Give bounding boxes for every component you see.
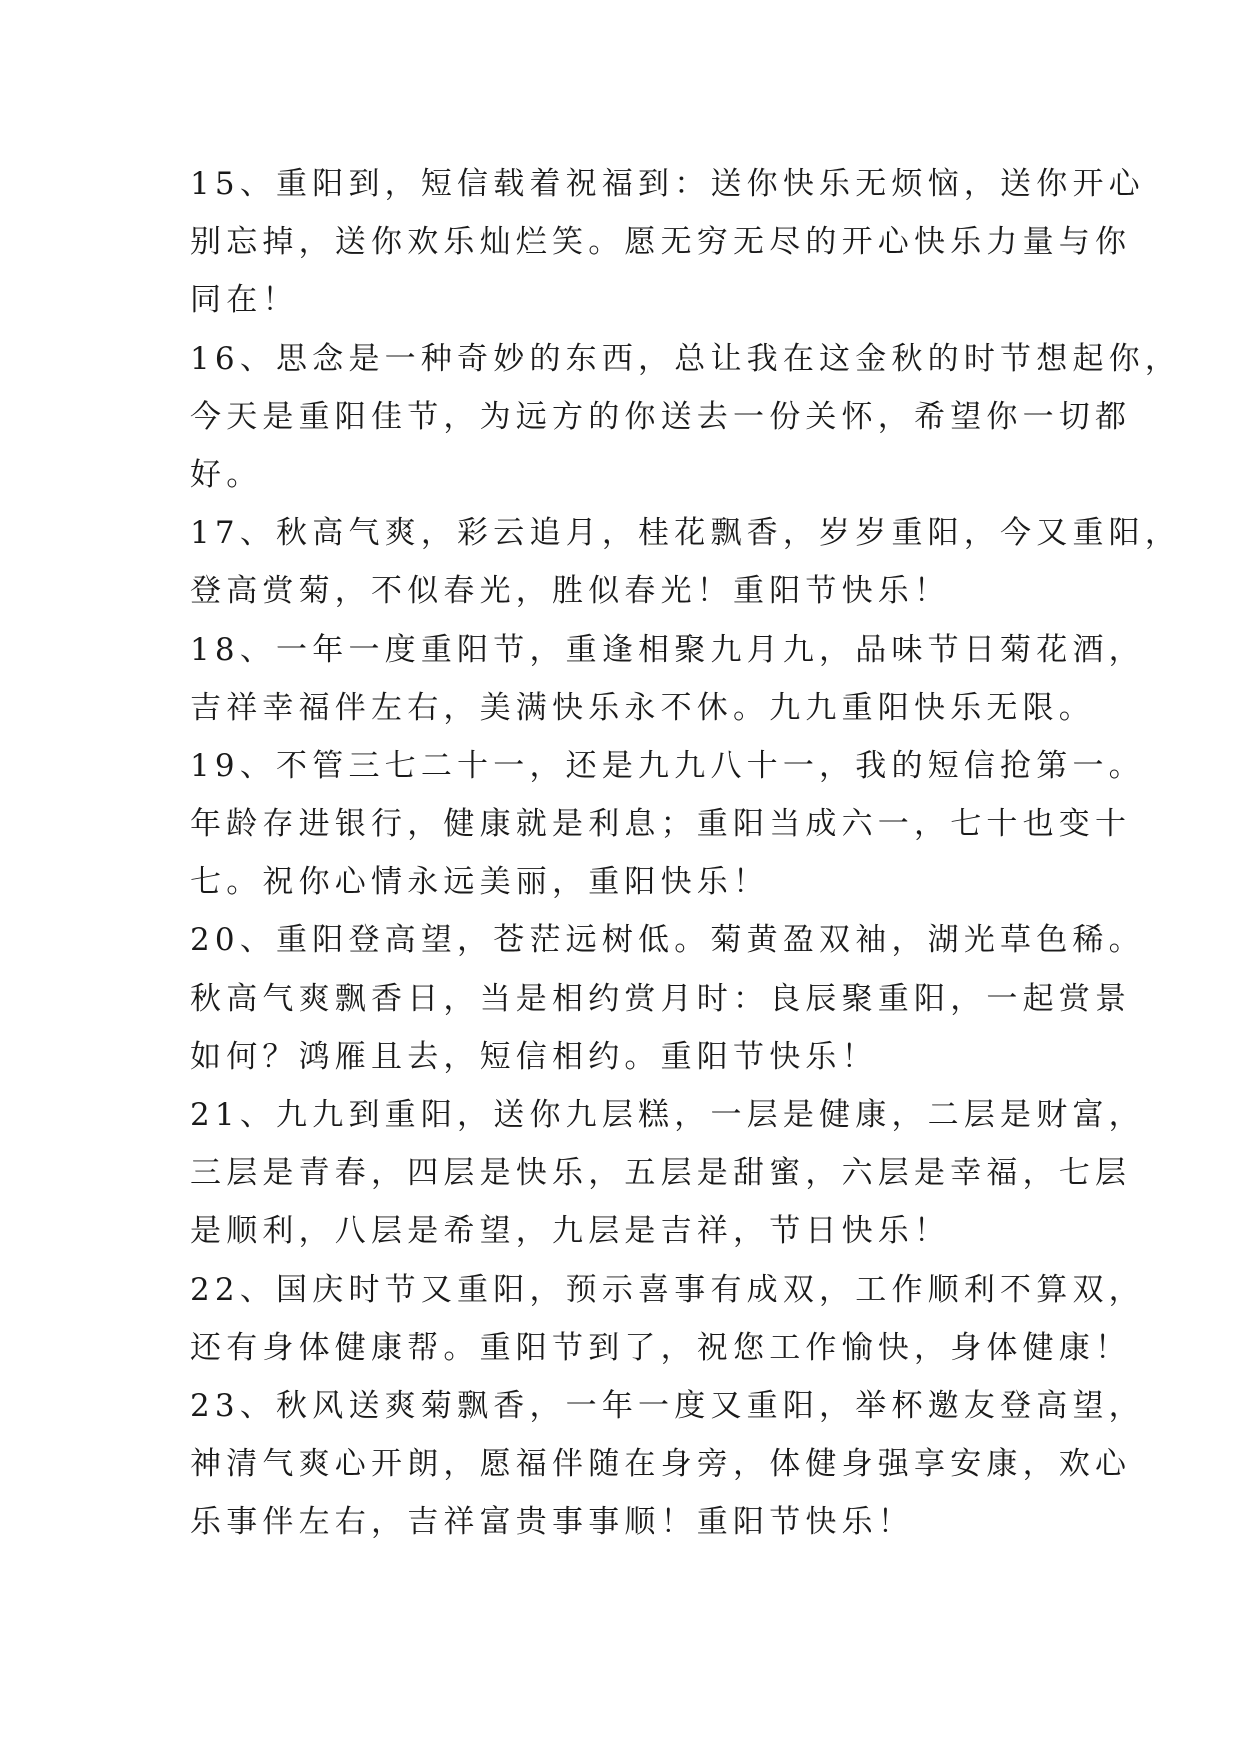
text-line: 20、重阳登高望，苍茫远树低。菊黄盈双袖，湖光草色稀。 bbox=[190, 922, 1145, 959]
text-line: 登高赏菊，不似春光，胜似春光！重阳节快乐！ bbox=[190, 573, 951, 610]
text-line: 23、秋风送爽菊飘香，一年一度又重阳，举杯邀友登高望， bbox=[190, 1387, 1145, 1424]
text-line: 16、思念是一种奇妙的东西，总让我在这金秋的时节想起你， bbox=[190, 340, 1182, 377]
text-line: 神清气爽心开朗，愿福伴随在身旁，体健身强享安康，欢心 bbox=[190, 1446, 1132, 1483]
text-line: 21、九九到重阳，送你九层糕，一层是健康，二层是财富， bbox=[190, 1097, 1145, 1133]
text-line: 还有身体健康帮。重阳节到了，祝您工作愉快，身体健康！ bbox=[190, 1329, 1132, 1366]
text-line: 吉祥幸福伴左右，美满快乐永不休。九九重阳快乐无限。 bbox=[190, 689, 1095, 726]
text-line: 别忘掉，送你欢乐灿烂笑。愿无穷无尽的开心快乐力量与你 bbox=[190, 224, 1132, 261]
text-line: 今天是重阳佳节，为远方的你送去一份关怀，希望你一切都 bbox=[190, 398, 1132, 435]
text-line: 如何？鸿雁且去，短信相约。重阳节快乐！ bbox=[190, 1038, 878, 1075]
text-line: 年龄存进银行，健康就是利息；重阳当成六一，七十也变十 bbox=[190, 806, 1132, 843]
text-line: 三层是青春，四层是快乐，五层是甜蜜，六层是幸福，七层 bbox=[190, 1155, 1132, 1192]
text-line: 19、不管三七二十一，还是九九八十一，我的短信抢第一。 bbox=[190, 747, 1145, 784]
text-line: 是顺利，八层是希望，九层是吉祥，节日快乐！ bbox=[190, 1213, 951, 1250]
text-line: 好。 bbox=[190, 456, 263, 493]
text-line: 七。祝你心情永远美丽，重阳快乐！ bbox=[190, 864, 770, 901]
text-line: 乐事伴左右，吉祥富贵事事顺！重阳节快乐！ bbox=[190, 1504, 914, 1541]
text-line: 秋高气爽飘香日，当是相约赏月时：良辰聚重阳，一起赏景 bbox=[190, 980, 1132, 1017]
document-body bbox=[190, 155, 1182, 1552]
text-line: 15、重阳到，短信载着祝福到：送你快乐无烦恼，送你开心 bbox=[190, 166, 1145, 202]
text-line: 同在！ bbox=[190, 282, 299, 319]
text-line: 17、秋高气爽，彩云追月，桂花飘香，岁岁重阳，今又重阳， bbox=[190, 515, 1182, 552]
text-line: 18、一年一度重阳节，重逢相聚九月九，品味节日菊花酒， bbox=[190, 631, 1145, 668]
text-line: 22、国庆时节又重阳，预示喜事有成双，工作顺利不算双， bbox=[190, 1271, 1145, 1308]
